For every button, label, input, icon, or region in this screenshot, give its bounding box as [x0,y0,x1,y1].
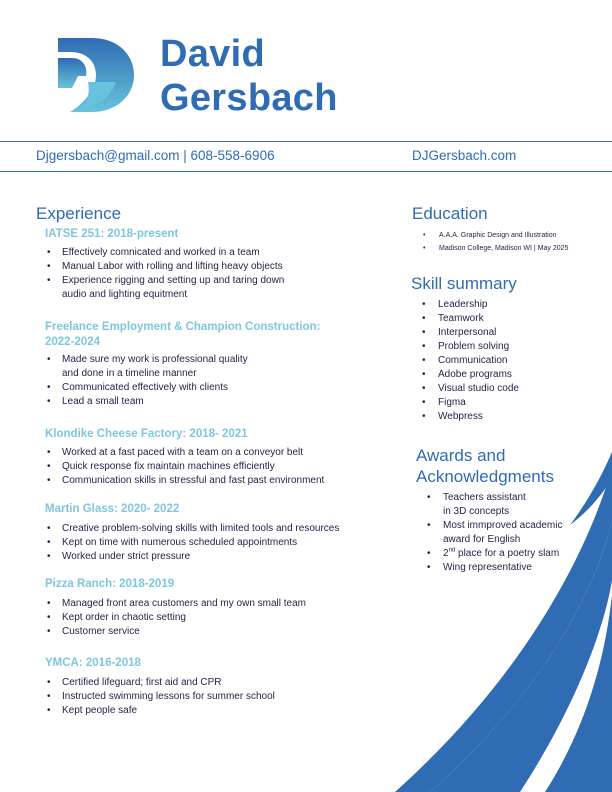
list-item: • Communication skills in stressful and fast past environment [45,474,324,488]
award-poetry-text: place for a poetry slam [455,548,560,559]
job-title: IATSE 251: 2018-present [45,228,179,240]
list-item: • Quick response fix maintain machines efficiently [45,460,324,474]
list-item: • Worked at a fast paced with a team on a conveyor belt [45,446,324,460]
list-item: • Effectively comnicated and worked in a team [45,246,284,260]
education-item: • A.A.A. Graphic Design and Illustration [412,229,568,242]
job-title: Pizza Ranch: 2018-2019 [45,578,175,590]
experience-heading: Experience [36,204,122,223]
job-title: Martin Glass: 2020- 2022 [45,503,180,515]
list-item: • Customer service [45,625,306,639]
awards-heading-line2: Acknowledgments [416,467,554,486]
job-title: YMCA: 2016-2018 [45,657,141,669]
list-item: • Kept order in chaotic setting [45,611,306,625]
skill-item: • Problem solving [411,340,519,354]
job-title: Klondike Cheese Factory: 2018- 2021 [45,428,248,440]
list-item: • Instructed swimming lessons for summer school [45,690,275,704]
award-item: • Wing representative [416,561,562,575]
award-item: • Teachers assistant in 3D concepts [416,491,562,519]
job-title: Freelance Employment & Champion Construction: 2022-2024 [45,321,321,348]
last-name: Gersbach [160,77,338,119]
skill-item: • Leadership [411,298,519,312]
list-item: • Communicated effectively with clients [45,381,248,395]
award-poetry-num: 2 [443,548,449,559]
list-item: • Certified lifeguard; first aid and CPR [45,676,275,690]
dg-logo [58,38,134,112]
list-item: • Experience rigging and setting up and taring down audio and lighting equitment [45,274,284,302]
list-item: • Made sure my work is professional quality and done in a timeline manner [45,353,248,381]
skill-item: • Interpersonal [411,326,519,340]
list-item: • Managed front area customers and my own small team [45,597,306,611]
skill-item: • Adobe programs [411,368,519,382]
skill-item: • Visual studio code [411,382,519,396]
skill-item: • Figma [411,396,519,410]
list-item: • Creative problem-solving skills with limited tools and resources [45,522,339,536]
award-item [416,547,562,561]
list-item: • Lead a small team [45,395,248,409]
awards-heading-line1: Awards and [416,446,506,465]
education-school: Madison College, Madison WI | May 2025 [439,245,569,252]
header-divider-bottom [0,171,612,172]
contact-info[interactable]: Djgersbach@gmail.com | 608-558-6906 [36,148,275,163]
award-poetry-suffix: nd [448,547,456,554]
skill-item: • Webpress [411,410,519,424]
header-divider-top [0,141,612,142]
list-item: • Kept on time with numerous scheduled appointments [45,536,339,550]
education-heading: Education [412,204,488,223]
list-item: • Kept people safe [45,704,275,718]
list-item: • Worked under strict pressure [45,550,339,564]
skills-heading: Skill summary [411,274,517,293]
skill-item: • Teamwork [411,312,519,326]
education-detail [412,242,568,255]
first-name: David [160,33,265,75]
skill-item: • Communication [411,354,519,368]
award-item: • Most immproved academic award for English [416,519,562,547]
list-item: • Manual Labor with rolling and lifting heavy objects [45,260,284,274]
website-link[interactable]: DJGersbach.com [412,148,517,163]
